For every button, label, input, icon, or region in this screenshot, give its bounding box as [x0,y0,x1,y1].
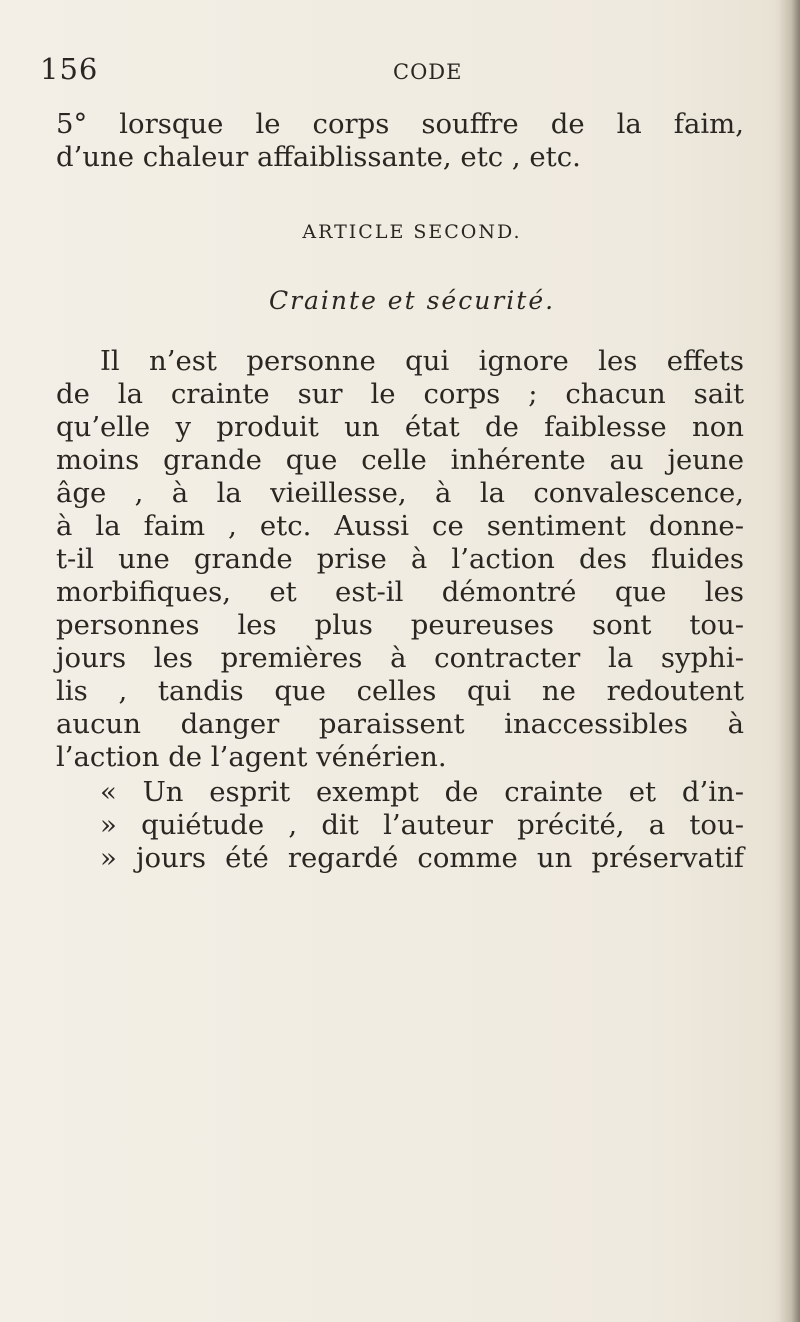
text-line: t-il une grande prise à l’action des fluides [56,543,744,575]
text-line: morbifiques, et est-il démontré que les [56,576,744,608]
quote-line: » quiétude , dit l’auteur précité, a tou- [100,809,744,841]
quote-line: » jours été regardé comme un préservatif [100,842,744,874]
section-title: Crainte et sécurité. [268,286,556,315]
text-line: qu’elle y produit un état de faiblesse non [56,411,744,443]
body-text [56,108,744,875]
text-line: lis , tandis que celles qui ne redoutent [56,675,744,707]
text-line: jours les premières à contracter la syphi- [56,642,744,674]
running-title: CODE [393,60,463,84]
running-head [40,52,740,92]
text-line: personnes les plus peureuses sont tou- [56,609,744,641]
quote-line: « Un esprit exempt de crainte et d’in- [100,776,744,808]
text-line: âge , à la vieillesse, à la convalescence, [56,477,744,509]
text-line: aucun danger paraissent inaccessibles à [56,708,744,740]
text-line: l’action de l’agent vénérien. [56,741,447,773]
page-number: 156 [40,52,99,86]
text-line: Il n’est personne qui ignore les effets [100,345,744,377]
text-line: d’une chaleur affaiblissante, etc , etc. [56,141,581,173]
page-edge-shadow [778,0,800,1322]
article-heading: ARTICLE SECOND. [302,221,522,243]
text-line: moins grande que celle inhérente au jeune [56,444,744,476]
text-line: à la faim , etc. Aussi ce sentiment donne- [56,510,744,542]
text-line: 5° lorsque le corps souffre de la faim, [56,108,744,140]
text-line: de la crainte sur le corps ; chacun sait [56,378,744,410]
